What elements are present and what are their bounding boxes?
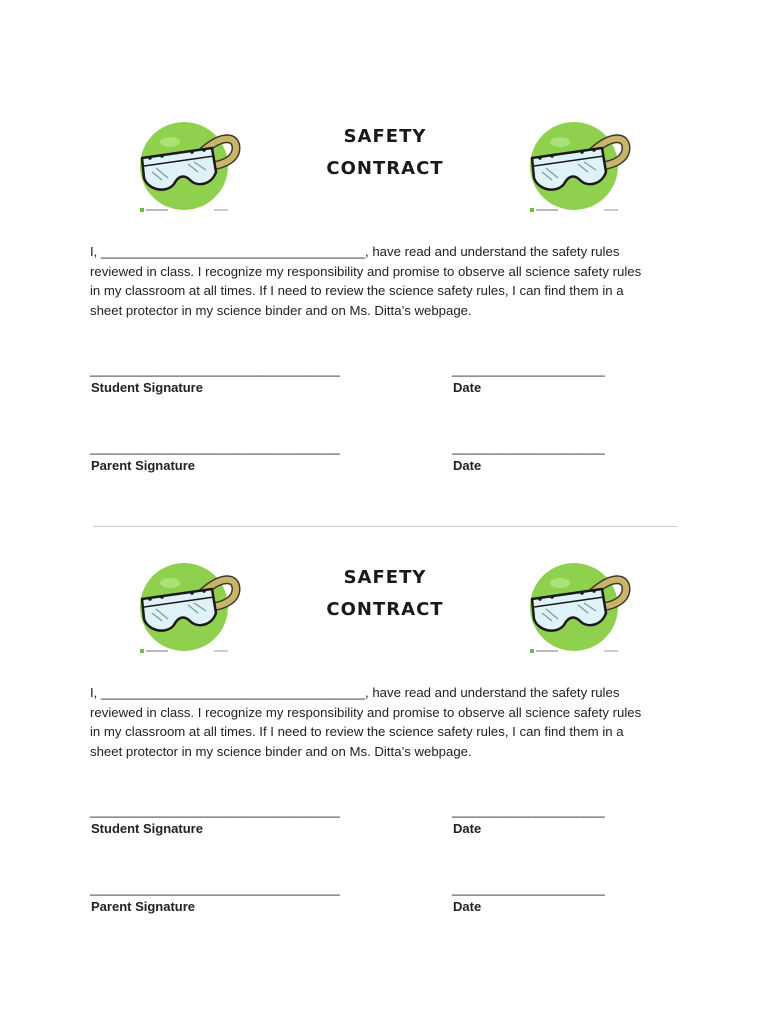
body-line: sheet protector in my science binder and on Ms. Ditta’s webpage.	[90, 302, 472, 318]
parent-signature-line[interactable]: ____________________________________	[90, 440, 340, 455]
body-line: sheet protector in my science binder and on Ms. Ditta’s webpage.	[90, 743, 472, 759]
safety-contract-2	[0, 441, 770, 914]
student-date-label: Date	[453, 821, 482, 836]
safety-contract-1	[0, 0, 770, 473]
student-signature-label: Student Signature	[91, 821, 203, 836]
safety-goggles-icon	[132, 122, 252, 217]
student-date-line[interactable]: ______________________	[452, 362, 605, 377]
parent-signature-label: Parent Signature	[91, 458, 196, 473]
parent-date-label: Date	[453, 458, 482, 473]
body-line: in my classroom at all times. If I need to review the science safety rules, I can find them in a	[90, 283, 624, 298]
contract-body	[90, 242, 690, 320]
body-line: I, ____________________________________, have read and understand the safety rules	[90, 685, 620, 700]
body-line: reviewed in class. I recognize my responsibility and promise to observe all science safety rules	[90, 704, 642, 720]
title-line-2: contract	[326, 151, 444, 180]
body-line: in my classroom at all times. If I need to review the science safety rules, I can find them in a	[90, 724, 624, 739]
parent-date-line[interactable]: ______________________	[452, 440, 605, 455]
parent-signature-label: Parent Signature	[91, 899, 196, 914]
student-signature-line[interactable]: ____________________________________	[90, 362, 340, 377]
student-date-label: Date	[453, 380, 482, 395]
title-line-2: contract	[326, 592, 444, 621]
contract-title	[285, 118, 485, 182]
safety-goggles-icon	[522, 122, 642, 217]
contract-title	[285, 559, 485, 623]
title-line-1: safety	[343, 560, 427, 589]
student-signature-label: Student Signature	[91, 380, 203, 395]
body-line: I, ____________________________________, have read and understand the safety rules	[90, 244, 620, 259]
student-date-line[interactable]: ______________________	[452, 803, 605, 818]
title-line-1: safety	[343, 119, 427, 148]
parent-signature-line[interactable]: ____________________________________	[90, 881, 340, 896]
body-line: reviewed in class. I recognize my responsibility and promise to observe all science safety rules	[90, 263, 642, 279]
contract-body	[90, 683, 690, 761]
parent-date-line[interactable]: ______________________	[452, 881, 605, 896]
parent-date-label: Date	[453, 899, 482, 914]
safety-goggles-icon	[132, 563, 252, 658]
student-signature-line[interactable]: ____________________________________	[90, 803, 340, 818]
safety-goggles-icon	[522, 563, 642, 658]
